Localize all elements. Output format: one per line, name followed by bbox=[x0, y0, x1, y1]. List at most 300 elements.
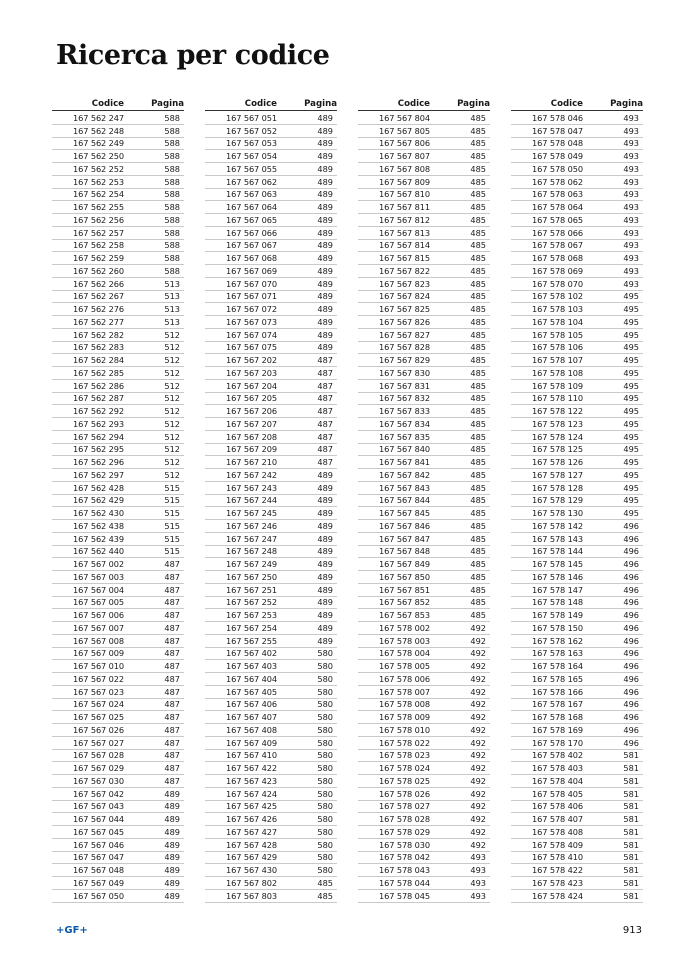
table-row bbox=[358, 737, 490, 750]
code-cell: 167 562 295 bbox=[73, 444, 124, 455]
code-cell: 167 578 105 bbox=[532, 329, 583, 340]
table-row bbox=[358, 150, 490, 163]
code-cell: 167 578 146 bbox=[532, 571, 583, 582]
table-row bbox=[52, 495, 184, 508]
code-cell: 167 578 050 bbox=[532, 163, 583, 174]
table-row bbox=[205, 609, 337, 622]
table-row bbox=[358, 750, 490, 763]
page-cell: 487 bbox=[317, 431, 333, 442]
code-cell: 167 567 204 bbox=[226, 380, 277, 391]
code-cell: 167 567 065 bbox=[226, 214, 277, 225]
page-cell: 496 bbox=[623, 635, 639, 646]
page-cell: 487 bbox=[164, 699, 180, 710]
page-cell: 493 bbox=[623, 151, 639, 162]
page-cell: 485 bbox=[470, 597, 486, 608]
code-cell: 167 578 165 bbox=[532, 673, 583, 684]
page-cell: 489 bbox=[164, 877, 180, 888]
code-table-3 bbox=[358, 94, 490, 903]
page-cell: 485 bbox=[470, 265, 486, 276]
page-cell: 485 bbox=[470, 508, 486, 519]
table-row bbox=[358, 826, 490, 839]
page-cell: 489 bbox=[317, 495, 333, 506]
page-cell: 493 bbox=[623, 214, 639, 225]
code-cell: 167 578 003 bbox=[379, 635, 430, 646]
page-cell: 492 bbox=[470, 763, 486, 774]
code-cell: 167 578 128 bbox=[532, 482, 583, 493]
code-cell: 167 578 002 bbox=[379, 622, 430, 633]
page-cell: 580 bbox=[317, 801, 333, 812]
code-cell: 167 562 440 bbox=[73, 546, 124, 557]
code-cell: 167 567 849 bbox=[379, 559, 430, 570]
code-cell: 167 567 068 bbox=[226, 253, 277, 264]
page-cell: 487 bbox=[317, 355, 333, 366]
table-row bbox=[358, 864, 490, 877]
page-title: Ricerca per codice bbox=[56, 40, 330, 71]
code-cell: 167 567 810 bbox=[379, 189, 430, 200]
page-cell: 485 bbox=[470, 393, 486, 404]
table-row bbox=[511, 418, 643, 431]
code-header: Codice bbox=[550, 99, 583, 109]
page-cell: 489 bbox=[164, 852, 180, 863]
page-cell: 487 bbox=[164, 622, 180, 633]
page-cell: 487 bbox=[164, 750, 180, 761]
table-row bbox=[205, 354, 337, 367]
table-row bbox=[205, 291, 337, 304]
page-cell: 588 bbox=[164, 240, 180, 251]
page-cell: 489 bbox=[164, 826, 180, 837]
page-cell: 485 bbox=[470, 418, 486, 429]
table-row bbox=[205, 495, 337, 508]
page-cell: 512 bbox=[164, 457, 180, 468]
code-cell: 167 567 246 bbox=[226, 520, 277, 531]
table-row bbox=[358, 444, 490, 457]
code-cell: 167 578 108 bbox=[532, 367, 583, 378]
table-row bbox=[511, 201, 643, 214]
page-cell: 487 bbox=[164, 610, 180, 621]
table-row bbox=[52, 533, 184, 546]
code-cell: 167 567 209 bbox=[226, 444, 277, 455]
page-cell: 495 bbox=[623, 355, 639, 366]
page-cell: 487 bbox=[164, 775, 180, 786]
table-row bbox=[358, 291, 490, 304]
table-row bbox=[205, 214, 337, 227]
page-cell: 580 bbox=[317, 852, 333, 863]
code-cell: 167 578 049 bbox=[532, 151, 583, 162]
page-cell: 495 bbox=[623, 316, 639, 327]
table-row bbox=[511, 699, 643, 712]
code-cell: 167 567 248 bbox=[226, 546, 277, 557]
code-cell: 167 578 107 bbox=[532, 355, 583, 366]
table-row bbox=[358, 418, 490, 431]
page-cell: 492 bbox=[470, 737, 486, 748]
table-row bbox=[52, 176, 184, 189]
code-cell: 167 562 292 bbox=[73, 406, 124, 417]
page-cell: 487 bbox=[164, 635, 180, 646]
table-row bbox=[511, 354, 643, 367]
code-cell: 167 567 403 bbox=[226, 661, 277, 672]
page-cell: 588 bbox=[164, 176, 180, 187]
page-cell: 489 bbox=[317, 202, 333, 213]
code-cell: 167 578 164 bbox=[532, 661, 583, 672]
table-row bbox=[358, 252, 490, 265]
table-row bbox=[52, 877, 184, 890]
page-cell: 485 bbox=[317, 890, 333, 901]
table-row bbox=[205, 724, 337, 737]
code-cell: 167 567 250 bbox=[226, 571, 277, 582]
code-cell: 167 567 206 bbox=[226, 406, 277, 417]
page-cell: 492 bbox=[470, 814, 486, 825]
table-row bbox=[52, 507, 184, 520]
page-cell: 493 bbox=[470, 877, 486, 888]
page-cell: 489 bbox=[317, 304, 333, 315]
table-row bbox=[511, 801, 643, 814]
page-cell: 487 bbox=[164, 571, 180, 582]
table-row bbox=[358, 265, 490, 278]
code-cell: 167 578 410 bbox=[532, 852, 583, 863]
code-cell: 167 578 163 bbox=[532, 648, 583, 659]
code-cell: 167 578 068 bbox=[532, 253, 583, 264]
code-cell: 167 567 025 bbox=[73, 712, 124, 723]
page-cell: 489 bbox=[317, 520, 333, 531]
page-cell: 489 bbox=[317, 163, 333, 174]
code-cell: 167 578 047 bbox=[532, 125, 583, 136]
table-row bbox=[358, 520, 490, 533]
table-row bbox=[511, 890, 643, 903]
code-cell: 167 567 405 bbox=[226, 686, 277, 697]
table-row bbox=[52, 405, 184, 418]
table-row bbox=[52, 138, 184, 151]
table-row bbox=[511, 622, 643, 635]
table-row bbox=[358, 303, 490, 316]
code-cell: 167 567 404 bbox=[226, 673, 277, 684]
page-cell: 496 bbox=[623, 724, 639, 735]
code-cell: 167 578 422 bbox=[532, 865, 583, 876]
page-cell: 515 bbox=[164, 508, 180, 519]
code-cell: 167 567 815 bbox=[379, 253, 430, 264]
page-cell: 580 bbox=[317, 686, 333, 697]
code-cell: 167 567 822 bbox=[379, 265, 430, 276]
table-row bbox=[358, 890, 490, 903]
page-cell: 489 bbox=[164, 801, 180, 812]
code-cell: 167 567 254 bbox=[226, 622, 277, 633]
code-cell: 167 578 143 bbox=[532, 533, 583, 544]
table-row bbox=[52, 609, 184, 622]
code-cell: 167 578 022 bbox=[379, 737, 430, 748]
page-cell: 485 bbox=[470, 546, 486, 557]
table-row bbox=[52, 201, 184, 214]
code-cell: 167 578 043 bbox=[379, 865, 430, 876]
page-cell: 489 bbox=[317, 151, 333, 162]
code-cell: 167 567 026 bbox=[73, 724, 124, 735]
code-cell: 167 567 009 bbox=[73, 648, 124, 659]
table-row bbox=[52, 354, 184, 367]
table-row bbox=[52, 864, 184, 877]
code-cell: 167 562 430 bbox=[73, 508, 124, 519]
page-cell: 588 bbox=[164, 151, 180, 162]
code-cell: 167 578 167 bbox=[532, 699, 583, 710]
code-cell: 167 578 122 bbox=[532, 406, 583, 417]
code-cell: 167 567 842 bbox=[379, 469, 430, 480]
table-row bbox=[205, 571, 337, 584]
code-cell: 167 578 406 bbox=[532, 801, 583, 812]
table-row bbox=[52, 660, 184, 673]
code-cell: 167 562 283 bbox=[73, 342, 124, 353]
code-cell: 167 567 030 bbox=[73, 775, 124, 786]
table-row bbox=[52, 240, 184, 253]
code-cell: 167 567 070 bbox=[226, 278, 277, 289]
table-row bbox=[511, 252, 643, 265]
table-row bbox=[511, 342, 643, 355]
code-cell: 167 567 426 bbox=[226, 814, 277, 825]
table-row bbox=[52, 252, 184, 265]
table-row bbox=[358, 189, 490, 202]
table-row bbox=[205, 176, 337, 189]
code-cell: 167 567 410 bbox=[226, 750, 277, 761]
code-cell: 167 567 809 bbox=[379, 176, 430, 187]
code-header: Codice bbox=[244, 99, 277, 109]
table-row bbox=[358, 469, 490, 482]
page-cell: 495 bbox=[623, 367, 639, 378]
code-cell: 167 567 007 bbox=[73, 622, 124, 633]
table-row bbox=[511, 673, 643, 686]
code-cell: 167 567 840 bbox=[379, 444, 430, 455]
table-row bbox=[205, 864, 337, 877]
code-cell: 167 567 804 bbox=[379, 112, 430, 123]
code-cell: 167 567 042 bbox=[73, 788, 124, 799]
code-cell: 167 567 808 bbox=[379, 163, 430, 174]
table-row bbox=[358, 660, 490, 673]
table-row bbox=[52, 775, 184, 788]
code-cell: 167 578 048 bbox=[532, 138, 583, 149]
table-row bbox=[205, 801, 337, 814]
page-cell: 485 bbox=[470, 329, 486, 340]
page-cell: 485 bbox=[470, 304, 486, 315]
table-row bbox=[358, 316, 490, 329]
page-cell: 485 bbox=[470, 482, 486, 493]
page-cell: 487 bbox=[317, 418, 333, 429]
code-cell: 167 567 062 bbox=[226, 176, 277, 187]
code-cell: 167 562 260 bbox=[73, 265, 124, 276]
code-cell: 167 567 008 bbox=[73, 635, 124, 646]
table-row bbox=[205, 240, 337, 253]
code-table-2 bbox=[205, 94, 337, 903]
table-row bbox=[358, 877, 490, 890]
code-cell: 167 562 249 bbox=[73, 138, 124, 149]
page-cell: 493 bbox=[623, 265, 639, 276]
page-cell: 512 bbox=[164, 355, 180, 366]
table-row bbox=[358, 762, 490, 775]
code-cell: 167 567 253 bbox=[226, 610, 277, 621]
table-row bbox=[511, 176, 643, 189]
code-cell: 167 567 832 bbox=[379, 393, 430, 404]
table-row bbox=[511, 737, 643, 750]
page-cell: 580 bbox=[317, 865, 333, 876]
page-cell: 485 bbox=[470, 278, 486, 289]
page-cell: 495 bbox=[623, 393, 639, 404]
table-row bbox=[52, 112, 184, 125]
code-cell: 167 578 023 bbox=[379, 750, 430, 761]
page-cell: 580 bbox=[317, 763, 333, 774]
table-row bbox=[511, 482, 643, 495]
table-row bbox=[52, 635, 184, 648]
code-cell: 167 562 256 bbox=[73, 214, 124, 225]
table-row bbox=[52, 227, 184, 240]
table-row bbox=[52, 546, 184, 559]
page-cell: 495 bbox=[623, 495, 639, 506]
code-cell: 167 567 075 bbox=[226, 342, 277, 353]
table-row bbox=[205, 405, 337, 418]
table-row bbox=[205, 303, 337, 316]
code-cell: 167 567 029 bbox=[73, 763, 124, 774]
code-cell: 167 562 257 bbox=[73, 227, 124, 238]
table-row bbox=[205, 189, 337, 202]
table-body bbox=[511, 112, 643, 903]
code-cell: 167 578 126 bbox=[532, 457, 583, 468]
page-cell: 485 bbox=[470, 495, 486, 506]
gf-logo: +GF+ bbox=[56, 925, 88, 936]
table-row bbox=[358, 597, 490, 610]
table-row bbox=[52, 737, 184, 750]
table-row bbox=[205, 826, 337, 839]
table-row bbox=[52, 826, 184, 839]
page-cell: 580 bbox=[317, 661, 333, 672]
page-cell: 495 bbox=[623, 291, 639, 302]
table-row bbox=[511, 240, 643, 253]
table-row bbox=[511, 839, 643, 852]
code-cell: 167 562 282 bbox=[73, 329, 124, 340]
code-cell: 167 578 162 bbox=[532, 635, 583, 646]
code-cell: 167 578 029 bbox=[379, 826, 430, 837]
code-cell: 167 578 404 bbox=[532, 775, 583, 786]
table-row bbox=[511, 813, 643, 826]
table-row bbox=[52, 316, 184, 329]
code-cell: 167 567 823 bbox=[379, 278, 430, 289]
page-cell: 489 bbox=[317, 138, 333, 149]
page-cell: 512 bbox=[164, 367, 180, 378]
table-row bbox=[511, 877, 643, 890]
page-cell: 496 bbox=[623, 648, 639, 659]
code-cell: 167 567 835 bbox=[379, 431, 430, 442]
code-cell: 167 567 841 bbox=[379, 457, 430, 468]
page-cell: 489 bbox=[317, 176, 333, 187]
table-row bbox=[205, 482, 337, 495]
page-cell: 489 bbox=[317, 316, 333, 327]
table-row bbox=[205, 278, 337, 291]
code-cell: 167 578 030 bbox=[379, 839, 430, 850]
table-row bbox=[358, 699, 490, 712]
page-number: 913 bbox=[622, 925, 642, 936]
page-cell: 495 bbox=[623, 431, 639, 442]
page-cell: 580 bbox=[317, 648, 333, 659]
page-cell: 489 bbox=[317, 342, 333, 353]
table-row bbox=[205, 839, 337, 852]
code-cell: 167 567 071 bbox=[226, 291, 277, 302]
table-row bbox=[358, 533, 490, 546]
page-cell: 485 bbox=[470, 151, 486, 162]
code-cell: 167 567 830 bbox=[379, 367, 430, 378]
page-cell: 581 bbox=[623, 826, 639, 837]
table-row bbox=[205, 418, 337, 431]
table-row bbox=[205, 558, 337, 571]
table-row bbox=[511, 150, 643, 163]
page-cell: 493 bbox=[623, 138, 639, 149]
page-cell: 489 bbox=[317, 559, 333, 570]
table-row bbox=[358, 138, 490, 151]
page-cell: 588 bbox=[164, 138, 180, 149]
code-cell: 167 578 065 bbox=[532, 214, 583, 225]
table-row bbox=[511, 711, 643, 724]
code-cell: 167 567 844 bbox=[379, 495, 430, 506]
page-cell: 515 bbox=[164, 546, 180, 557]
page-cell: 493 bbox=[623, 176, 639, 187]
page-cell: 495 bbox=[623, 380, 639, 391]
page-cell: 489 bbox=[317, 189, 333, 200]
table-row bbox=[511, 316, 643, 329]
table-row bbox=[358, 507, 490, 520]
table-row bbox=[205, 329, 337, 342]
page-cell: 493 bbox=[623, 278, 639, 289]
code-cell: 167 567 067 bbox=[226, 240, 277, 251]
code-cell: 167 578 062 bbox=[532, 176, 583, 187]
code-cell: 167 567 834 bbox=[379, 418, 430, 429]
table-row bbox=[511, 826, 643, 839]
page-header: Pagina bbox=[151, 99, 184, 109]
table-row bbox=[358, 571, 490, 584]
table-row bbox=[358, 609, 490, 622]
page-cell: 492 bbox=[470, 648, 486, 659]
code-cell: 167 567 244 bbox=[226, 495, 277, 506]
page-cell: 496 bbox=[623, 622, 639, 633]
code-cell: 167 567 043 bbox=[73, 801, 124, 812]
code-cell: 167 567 852 bbox=[379, 597, 430, 608]
code-cell: 167 578 123 bbox=[532, 418, 583, 429]
page-cell: 495 bbox=[623, 406, 639, 417]
code-cell: 167 567 064 bbox=[226, 202, 277, 213]
code-cell: 167 578 170 bbox=[532, 737, 583, 748]
page-cell: 489 bbox=[317, 571, 333, 582]
table-header bbox=[358, 94, 490, 111]
page-cell: 485 bbox=[470, 112, 486, 123]
page-cell: 489 bbox=[317, 635, 333, 646]
table-row bbox=[511, 189, 643, 202]
page-cell: 489 bbox=[317, 125, 333, 136]
table-row bbox=[205, 265, 337, 278]
table-row bbox=[52, 265, 184, 278]
code-cell: 167 567 402 bbox=[226, 648, 277, 659]
code-cell: 167 578 168 bbox=[532, 712, 583, 723]
code-cell: 167 562 253 bbox=[73, 176, 124, 187]
page-cell: 581 bbox=[623, 801, 639, 812]
table-row bbox=[52, 329, 184, 342]
page-cell: 489 bbox=[317, 469, 333, 480]
table-row bbox=[52, 711, 184, 724]
code-cell: 167 567 027 bbox=[73, 737, 124, 748]
code-cell: 167 578 403 bbox=[532, 763, 583, 774]
code-cell: 167 562 429 bbox=[73, 495, 124, 506]
code-cell: 167 567 429 bbox=[226, 852, 277, 863]
table-row bbox=[205, 533, 337, 546]
table-row bbox=[205, 788, 337, 801]
page-cell: 580 bbox=[317, 750, 333, 761]
table-row bbox=[511, 558, 643, 571]
page-cell: 496 bbox=[623, 533, 639, 544]
table-row bbox=[511, 571, 643, 584]
code-cell: 167 567 847 bbox=[379, 533, 430, 544]
page-cell: 493 bbox=[470, 852, 486, 863]
table-row bbox=[511, 750, 643, 763]
table-row bbox=[358, 495, 490, 508]
page-cell: 493 bbox=[623, 227, 639, 238]
